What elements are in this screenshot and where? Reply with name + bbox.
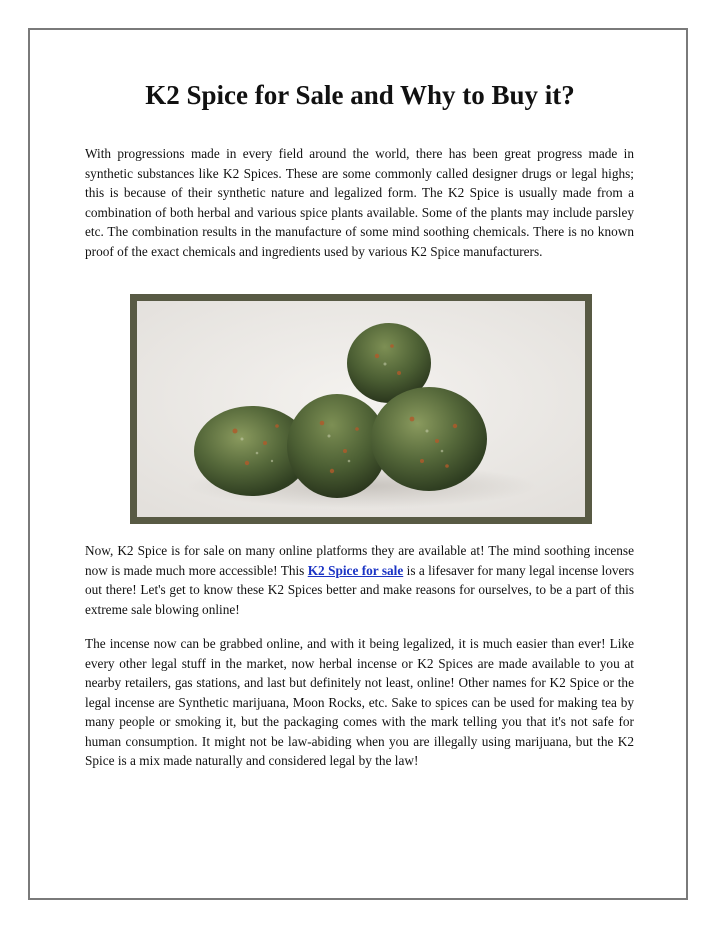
document-title: K2 Spice for Sale and Why to Buy it?	[145, 80, 575, 110]
paragraph-sale-text-before: Now, K2 Spice is for sale on many online platforms they are available at! The mind soothing incense now is made much more accessible! This	[85, 543, 634, 578]
paragraph-availability: The incense now can be grabbed online, and with it being legalized, it is much easier than ever! Like every other legal stuff in the market, now herbal incense or K2 Spices are made available to you at nearby retailers, gas stations, and last but definitely not least, online! Other names for K2 Spice or the legal incense are Synthetic marijuana, Moon Rocks, etc. Sake to spices can be used for making tea by many people or smoking it, but the packaging comes with the mark telling you that it's not safe for human consumption. It might not be law-abiding when you are illegally using marijuana, but the K2 Spice is a mix made naturally and considered legal by the law!	[85, 636, 634, 768]
herbal-buds-photo	[137, 301, 585, 517]
product-photo-frame	[130, 294, 592, 524]
paragraph-sale	[85, 541, 634, 619]
k2-spice-for-sale-link[interactable]: K2 Spice for sale	[307, 562, 404, 578]
paragraph-intro: With progressions made in every field around the world, there has been great progress made in synthetic substances like K2 Spices. These are some commonly called designer drugs or legal highs; this is because of their synthetic nature and legalized form. The K2 Spice is usually made from a combination of both herbal and various spice plants available. Some of the plants may include parsley etc. The combination results in the manufacture of some mind soothing chemicals. There is no known proof of the exact chemicals and ingredients used by various K2 Spice manufacturers.	[85, 146, 634, 259]
paragraph-sale-text-after: is a lifesaver for many legal incense lovers out there! Let's get to know these K2 Spices better and make reasons for ourselves, to be a part of this extreme sale blowing online!	[85, 562, 634, 617]
